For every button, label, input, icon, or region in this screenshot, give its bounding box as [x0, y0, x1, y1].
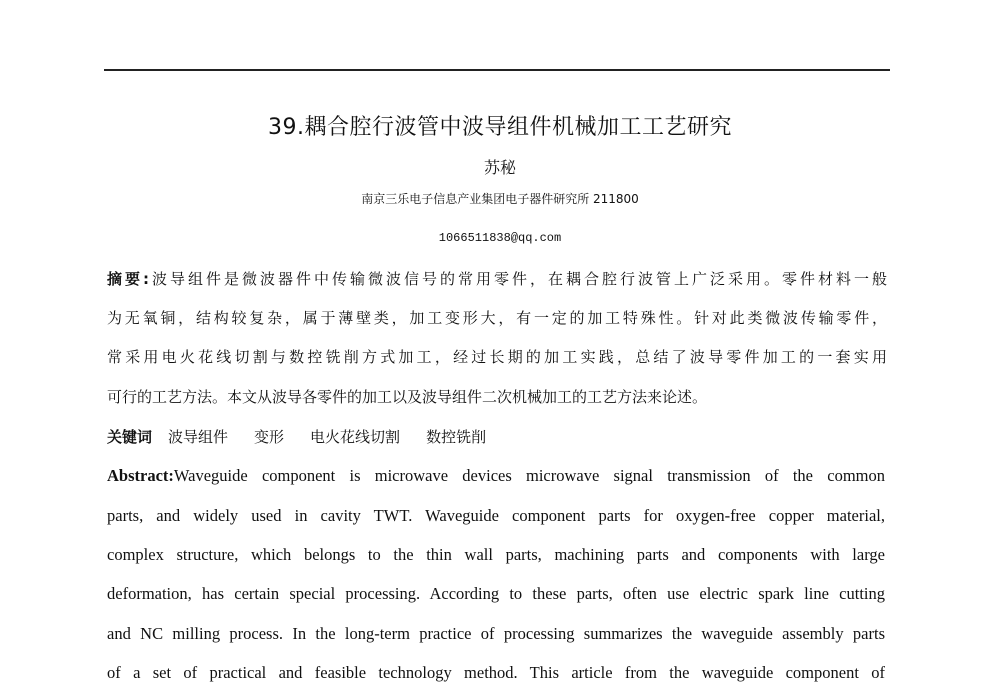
abstract-cn-label: 摘要:: [107, 270, 149, 288]
abstract-cn-line-2: 为无氧铜，结构较复杂，属于薄壁类，加工变形大，有一定的加工特殊性。针对此类微波传输零件，: [107, 309, 887, 327]
abstract-cn-line-3: 常采用电火花线切割与数控铣削方式加工，经过长期的加工实践，总结了波导零件加工的一套实用: [107, 348, 887, 366]
abstract-en-line-3: complex structure, which belongs to the thin wall parts, machining parts and components with large: [107, 545, 885, 564]
abstract-en-label: Abstract:: [107, 466, 174, 485]
abstract-en-line-5: and NC milling process. In the long-term practice of processing summarizes the waveguide assembly parts: [107, 624, 885, 643]
abstract-en-line-1: Abstract:Waveguide component is microwave devices microwave signal transmission of the common: [107, 466, 885, 485]
paper-title: 39.耦合腔行波管中波导组件机械加工工艺研究: [268, 115, 732, 140]
keywords-line: [107, 426, 887, 447]
author-name: 苏秘: [483, 158, 516, 177]
keyword: 波导组件: [168, 428, 229, 446]
abstract-en-line-2: parts, and widely used in cavity TWT. Waveguide component parts for oxygen-free copper material,: [107, 506, 885, 525]
abstract-en-line-6: of a set of practical and feasible technology method. This article from the waveguide component of: [107, 663, 885, 682]
abstract-en-line-4: deformation, has certain special processing. According to these parts, often use electric spark line cutting: [107, 584, 885, 603]
author-email: 1066511838@qq.com: [438, 231, 562, 245]
keyword: 电火花线切割: [310, 428, 401, 446]
keyword: 变形: [254, 428, 285, 446]
abstract-cn-line-4: 可行的工艺方法。本文从波导各零件的加工以及波导组件二次机械加工的工艺方法来论述。: [107, 388, 708, 406]
keywords-label: 关键词: [107, 428, 153, 446]
header-rule: [104, 69, 890, 71]
keyword: 数控铣削: [426, 428, 487, 446]
affiliation: 南京三乐电子信息产业集团电子器件研究所 211800: [361, 192, 639, 206]
abstract-cn-line-1: 摘要:波导组件是微波器件中传输微波信号的常用零件，在耦合腔行波管上广泛采用。零件材料一般: [107, 270, 887, 288]
